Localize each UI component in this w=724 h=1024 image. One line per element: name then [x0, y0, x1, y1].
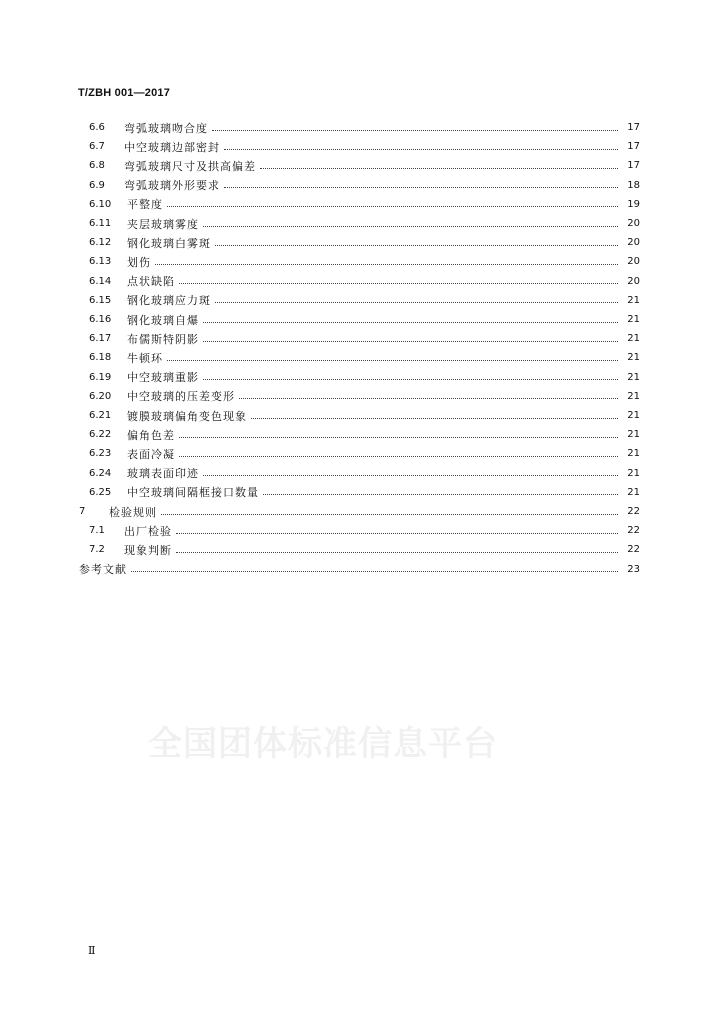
toc-entry[interactable]	[89, 444, 640, 463]
toc-entry[interactable]	[89, 521, 640, 540]
toc-entry-page: 17	[627, 122, 640, 133]
toc-entry-number: 6.20	[89, 390, 112, 402]
toc-entry-page: 20	[627, 237, 640, 249]
toc-entry-number: 6.17	[89, 333, 112, 345]
toc-entry-title: 牛顿环	[127, 351, 163, 365]
toc-entry-number: 6.8	[89, 160, 105, 172]
toc-entry[interactable]	[89, 406, 640, 425]
toc-leader-dots	[161, 503, 618, 515]
toc-entry[interactable]	[89, 425, 640, 444]
toc-entry-title: 镀膜玻璃偏角变色现象	[127, 409, 247, 423]
toc-entry-page: 21	[627, 352, 640, 364]
toc-leader-dots	[203, 215, 618, 227]
toc-entry[interactable]	[89, 329, 640, 348]
toc-entry-page: 19	[627, 198, 640, 210]
toc-entry-title: 弯弧玻璃外形要求	[124, 179, 220, 193]
toc-leader-dots	[239, 387, 618, 399]
toc-entry[interactable]	[89, 118, 640, 137]
toc-entry[interactable]	[89, 233, 640, 252]
toc-leader-dots	[203, 464, 618, 476]
toc-entry-page: 17	[627, 160, 640, 172]
toc-entry-page: 22	[627, 506, 640, 517]
toc-entry-title: 中空玻璃边部密封	[124, 140, 220, 154]
toc-entry-page: 22	[627, 544, 640, 556]
toc-entry-page: 21	[627, 294, 640, 306]
toc-entry-number: 6.15	[89, 294, 112, 306]
toc-entry[interactable]	[89, 291, 640, 310]
toc-leader-dots	[224, 176, 618, 188]
toc-entry-number: 6.6	[89, 122, 105, 133]
toc-entry[interactable]	[89, 464, 640, 483]
toc-leader-dots	[263, 483, 618, 495]
toc-entry-page: 21	[627, 429, 640, 441]
toc-leader-dots	[167, 195, 618, 207]
document-id: T/ZBH 001—2017	[78, 87, 171, 99]
toc-leader-dots	[203, 368, 618, 380]
toc-entry-title: 点状缺陷	[127, 275, 175, 289]
toc-entry-title: 偏角色差	[127, 428, 175, 442]
toc-entry-number: 7.2	[89, 544, 105, 556]
toc-leader-dots	[215, 291, 618, 303]
toc-entry[interactable]	[89, 137, 640, 156]
toc-entry-title: 出厂检验	[124, 524, 172, 538]
toc-entry-number: 6.11	[89, 218, 112, 229]
toc-entry-title: 钢化玻璃自爆	[127, 313, 199, 327]
toc-entry-page: 21	[627, 410, 640, 421]
toc-entry-title: 钢化玻璃白雾斑	[127, 236, 211, 250]
toc-leader-dots	[212, 119, 618, 131]
toc-entry[interactable]	[89, 214, 640, 233]
toc-entry[interactable]	[89, 483, 640, 502]
toc-leader-dots	[155, 253, 618, 265]
toc-entry[interactable]	[89, 252, 640, 271]
page-number: Ⅱ	[88, 944, 96, 957]
toc-entry-title: 弯弧玻璃吻合度	[124, 121, 208, 135]
toc-entry-page: 21	[627, 486, 640, 498]
toc-entry-number: 6.19	[89, 371, 112, 383]
toc-entry-page: 21	[627, 333, 640, 345]
toc-leader-dots	[203, 330, 618, 342]
toc-entry[interactable]	[89, 348, 640, 367]
toc-leader-dots	[224, 138, 618, 150]
toc-leader-dots	[215, 234, 618, 246]
toc-leader-dots	[260, 157, 618, 169]
toc-entry-page: 21	[627, 371, 640, 383]
toc-entry[interactable]	[79, 560, 640, 579]
toc-entry-title: 弯弧玻璃尺寸及拱高偏差	[124, 159, 256, 173]
toc-entry-page: 18	[627, 179, 640, 191]
toc-entry-title: 夹层玻璃雾度	[127, 217, 199, 231]
toc-leader-dots	[251, 407, 618, 419]
toc-entry-number: 6.16	[89, 314, 112, 325]
toc-entry-number: 6.18	[89, 352, 112, 364]
toc-entry-title: 中空玻璃的压差变形	[127, 390, 235, 404]
toc-entry-title: 参考文献	[79, 563, 127, 577]
toc-entry[interactable]	[89, 368, 640, 387]
toc-entry-page: 17	[627, 141, 640, 153]
toc-entry[interactable]	[89, 310, 640, 329]
toc-entry-title: 中空玻璃间隔框接口数量	[127, 486, 259, 500]
toc-entry-title: 划伤	[127, 255, 151, 269]
toc-entry[interactable]	[89, 272, 640, 291]
toc-entry-title: 表面冷凝	[127, 447, 175, 461]
toc-entry-number: 6.21	[89, 410, 112, 421]
toc-leader-dots	[179, 272, 618, 284]
toc-entry[interactable]	[89, 540, 640, 559]
toc-entry[interactable]	[89, 195, 640, 214]
toc-entry[interactable]	[89, 176, 640, 195]
toc-entry-title: 检验规则	[109, 505, 157, 519]
toc-entry-page: 23	[627, 563, 640, 575]
toc-entry-number: 6.7	[89, 141, 105, 153]
toc-entry-page: 21	[627, 448, 640, 460]
toc-leader-dots	[176, 541, 618, 553]
toc-entry-number: 6.10	[89, 198, 112, 210]
toc-entry-number: 6.12	[89, 237, 112, 249]
toc-entry-title: 玻璃表面印迹	[127, 467, 199, 481]
toc-entry-number: 6.23	[89, 448, 112, 460]
toc-entry[interactable]	[89, 387, 640, 406]
toc-entry-number: 7.1	[89, 525, 105, 537]
toc-entry-page: 20	[627, 275, 640, 287]
toc-leader-dots	[167, 349, 618, 361]
toc-entry-title: 布儒斯特阴影	[127, 332, 199, 346]
toc-leader-dots	[203, 311, 618, 323]
toc-entry-page: 21	[627, 467, 640, 479]
toc-leader-dots	[176, 522, 618, 534]
toc-entry-number: 6.25	[89, 486, 112, 498]
toc-entry-number: 6.22	[89, 429, 112, 441]
toc-entry-page: 22	[627, 525, 640, 537]
watermark: 全国团体标准信息平台	[148, 724, 498, 764]
toc-leader-dots	[179, 445, 618, 457]
toc-entry[interactable]	[79, 502, 640, 521]
toc-entry[interactable]	[89, 156, 640, 175]
toc-leader-dots	[179, 426, 618, 438]
toc-entry-title: 现象判断	[124, 543, 172, 557]
toc-entry-page: 20	[627, 218, 640, 229]
toc-entry-number: 6.13	[89, 256, 112, 268]
toc-entry-number: 6.9	[89, 179, 105, 191]
toc-leader-dots	[131, 560, 618, 572]
toc-entry-number: 6.24	[89, 467, 112, 479]
toc-entry-page: 20	[627, 256, 640, 268]
toc-entry-title: 平整度	[127, 198, 163, 212]
toc-entry-number: 7	[79, 506, 86, 517]
toc-entry-page: 21	[627, 314, 640, 325]
toc-entry-title: 钢化玻璃应力斑	[127, 294, 211, 308]
toc-entry-number: 6.14	[89, 275, 112, 287]
toc-entry-page: 21	[627, 390, 640, 402]
toc-entry-title: 中空玻璃重影	[127, 371, 199, 385]
